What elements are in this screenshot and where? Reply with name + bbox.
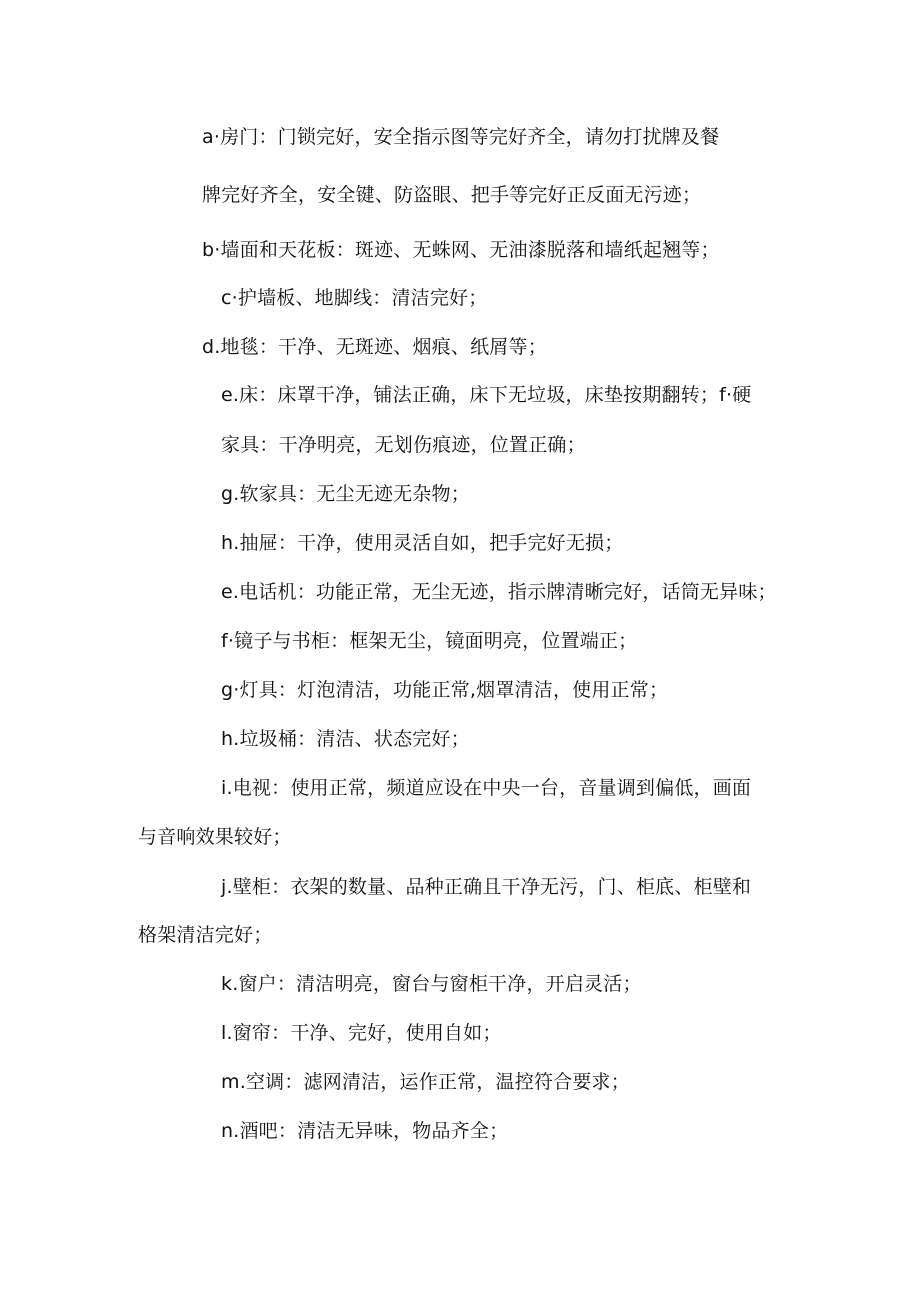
text-line-2: 牌完好齐全，安全键、防盗眼、把手等完好正反面无污迹； <box>202 184 702 206</box>
text-line-18: k.窗户：清洁明亮，窗台与窗柜干净，开启灵活； <box>221 973 642 995</box>
text-line-11: f·镜子与书柜：框架无尘，镜面明亮，位置端正； <box>221 630 638 652</box>
text-line-5: d.地毯：干净、无斑迹、烟痕、纸屑等； <box>202 336 547 358</box>
text-line-20: m.空调：滤网清洁，运作正常，温控符合要求； <box>221 1071 630 1093</box>
text-line-10: e.电话机：功能正常，无尘无迹，指示牌清晰完好，话筒无异味； <box>221 581 777 603</box>
text-line-7: 家具：干净明亮，无划伤痕迹，位置正确； <box>221 434 586 456</box>
text-line-8: g.软家具：无尘无迹无杂物； <box>221 483 470 505</box>
text-line-15: 与音响效果较好； <box>138 826 292 848</box>
text-line-12: g·灯具：灯泡清洁，功能正常,烟罩清洁，使用正常； <box>221 679 669 701</box>
text-line-6: e.床：床罩干净，铺法正确，床下无垃圾，床垫按期翻转；f·硬 <box>221 384 752 406</box>
text-line-1: a·房门：门锁完好，安全指示图等完好齐全，请勿打扰牌及餐 <box>202 126 720 148</box>
text-line-19: l.窗帘：干净、完好，使用自如； <box>221 1022 502 1044</box>
text-line-17: 格架清洁完好； <box>138 924 273 946</box>
text-line-21: n.酒吧：清洁无异味，物品齐全； <box>221 1120 509 1142</box>
text-line-4: c·护墙板、地脚线：清洁完好； <box>221 287 488 309</box>
text-line-16: j.壁柜：衣架的数量、品种正确且干净无污，门、柜底、柜壁和 <box>221 876 752 898</box>
text-line-14: i.电视：使用正常，频道应设在中央一台，音量调到偏低，画面 <box>221 777 752 799</box>
text-line-9: h.抽屉：干净，使用灵活自如，把手完好无损； <box>221 532 624 554</box>
text-line-13: h.垃圾桶：清洁、状态完好； <box>221 728 470 750</box>
text-line-3: b·墙面和天花板：斑迹、无蛛网、无油漆脱落和墙纸起翘等； <box>202 239 720 261</box>
